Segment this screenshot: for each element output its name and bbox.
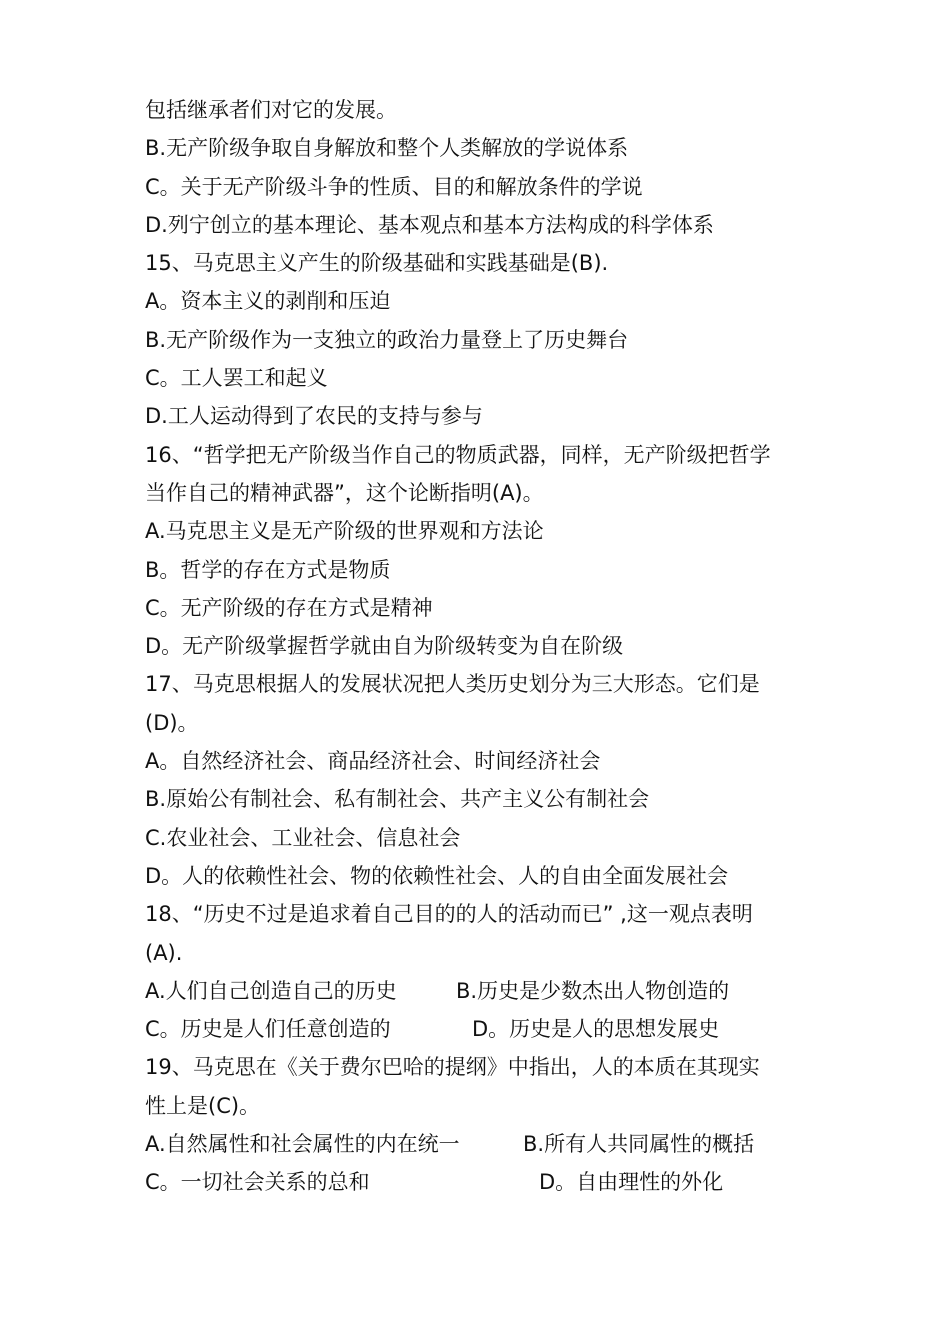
option-right: B.历史是少数杰出人物创造的 [456, 978, 730, 1003]
text-line: (D)。 [145, 710, 199, 735]
text-line: B。哲学的存在方式是物质 [145, 557, 391, 582]
text-line: 性上是(C)。 [145, 1093, 261, 1118]
option-pair [145, 972, 825, 1010]
text-line: B.无产阶级争取自身解放和整个人类解放的学说体系 [145, 136, 629, 161]
question-19: 19、马克思在《关于费尔巴哈的提纲》中指出，人的本质在其现实 [145, 1055, 760, 1080]
text-line: D.列宁创立的基本理论、基本观点和基本方法构成的科学体系 [145, 212, 714, 237]
text-line: (A). [145, 940, 183, 965]
option-pair [145, 1163, 825, 1201]
option-right: D。历史是人的思想发展史 [472, 1017, 720, 1042]
option-pair [145, 1010, 825, 1048]
question-18: 18、“历史不过是追求着自己目的的人的活动而已” ,这一观点表明 [145, 902, 753, 927]
document-text-body [145, 91, 825, 1202]
text-line: C.农业社会、工业社会、信息社会 [145, 825, 461, 850]
text-line: D。无产阶级掌握哲学就由自为阶级转变为自在阶级 [145, 634, 624, 659]
option-left: A.人们自己创造自己的历史 [145, 978, 397, 1003]
text-line: C。关于无产阶级斗争的性质、目的和解放条件的学说 [145, 174, 643, 199]
text-line: C。工人罢工和起义 [145, 366, 328, 391]
text-line: B.无产阶级作为一支独立的政治力量登上了历史舞台 [145, 327, 629, 352]
text-line: 包括继承者们对它的发展。 [145, 98, 397, 122]
option-right: D。自由理性的外化 [539, 1170, 724, 1195]
text-line: C。无产阶级的存在方式是精神 [145, 595, 433, 620]
text-line: A.马克思主义是无产阶级的世界观和方法论 [145, 519, 544, 544]
option-left: C。历史是人们任意创造的 [145, 1017, 391, 1042]
question-17: 17、马克思根据人的发展状况把人类历史划分为三大形态。它们是 [145, 672, 760, 697]
text-line: A。资本主义的剥削和压迫 [145, 289, 391, 314]
option-left: C。一切社会关系的总和 [145, 1170, 370, 1195]
option-pair [145, 1125, 825, 1163]
question-16: 16、“哲学把无产阶级当作自己的物质武器，同样，无产阶级把哲学 [145, 442, 771, 467]
option-left: A.自然属性和社会属性的内在统一 [145, 1132, 460, 1157]
text-line: D.工人运动得到了农民的支持与参与 [145, 404, 483, 429]
text-line: A。自然经济社会、商品经济社会、时间经济社会 [145, 749, 601, 774]
option-right: B.所有人共同属性的概括 [523, 1132, 755, 1157]
text-line: B.原始公有制社会、私有制社会、共产主义公有制社会 [145, 787, 650, 812]
question-15: 15、马克思主义产生的阶级基础和实践基础是(B). [145, 251, 609, 276]
text-line: D。人的依赖性社会、物的依赖性社会、人的自由全面发展社会 [145, 863, 729, 888]
text-line: 当作自己的精神武器”，这个论断指明(A)。 [145, 480, 544, 505]
